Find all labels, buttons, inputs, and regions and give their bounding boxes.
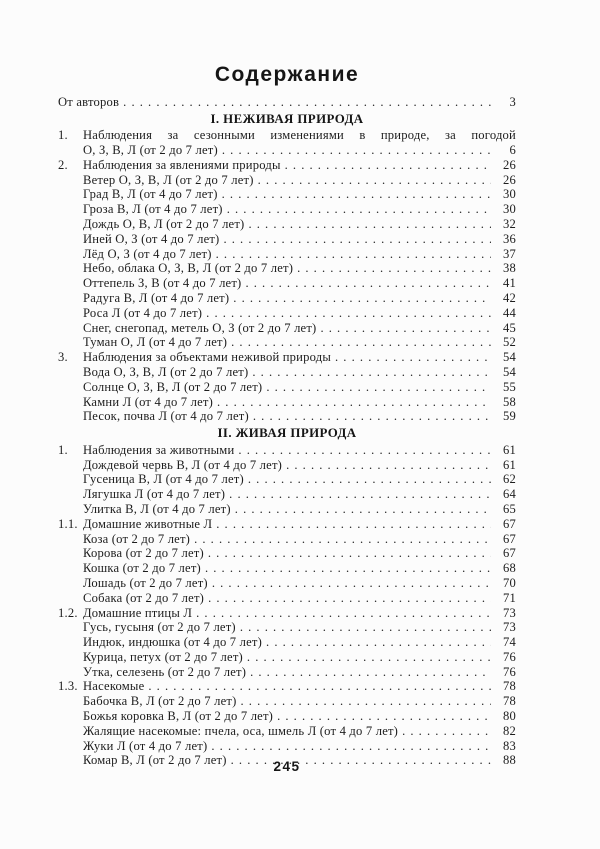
entry-page-number: 59	[503, 409, 516, 424]
toc-entry	[58, 128, 516, 143]
entry-text: Корова (от 2 до 7 лет)	[83, 546, 204, 561]
dot-leader	[253, 409, 491, 424]
entry-page-number: 55	[503, 379, 516, 394]
entry-page-number: 80	[503, 709, 516, 724]
toc-subentry	[58, 247, 516, 262]
entry-page-number: 74	[503, 635, 516, 650]
dot-leader	[285, 158, 491, 173]
dot-leader	[402, 724, 491, 739]
dot-leader	[266, 635, 491, 650]
toc-subentry	[58, 532, 516, 547]
toc	[58, 95, 516, 768]
entry-text: Наблюдения за явлениями природы	[83, 157, 281, 172]
entry-text: Роса Л (от 4 до 7 лет)	[83, 305, 203, 320]
entry-text: Комар В, Л (от 2 до 7 лет)	[83, 753, 227, 768]
entry-page-number: 61	[503, 457, 516, 472]
toc-subentry	[58, 472, 516, 487]
entry-text: О, З, В, Л (от 2 до 7 лет)	[83, 143, 218, 158]
section-heading: II. ЖИВАЯ ПРИРОДА	[217, 426, 357, 441]
dot-leader	[266, 380, 491, 395]
entry-text: Наблюдения за животными	[83, 442, 235, 457]
entry-page-number: 41	[503, 276, 516, 291]
toc-entry	[58, 350, 516, 365]
toc-subentry	[58, 502, 516, 517]
dot-leader	[286, 458, 491, 473]
dot-leader	[277, 709, 491, 724]
entry-text: Дождь О, В, Л (от 2 до 7 лет)	[83, 217, 245, 232]
dot-leader	[240, 620, 491, 635]
entry-page-number: 3	[509, 95, 516, 109]
entry-text: Наблюдения за объектами неживой природы	[83, 350, 332, 365]
entry-number: 3.	[58, 350, 68, 365]
toc-subentry	[58, 291, 516, 306]
toc-subentry	[58, 724, 516, 739]
entry-page-number: 73	[503, 620, 516, 635]
toc-subentry	[58, 635, 516, 650]
dot-leader	[216, 517, 491, 532]
entry-page-number: 76	[503, 649, 516, 664]
entry-page-number: 54	[503, 365, 516, 380]
entry-text: Утка, селезень (от 2 до 7 лет)	[83, 664, 247, 679]
entry-number: 1.2.	[58, 605, 78, 620]
entry-page-number: 67	[503, 516, 516, 531]
entry-number: 2.	[58, 157, 68, 172]
entry-text: Гусь, гусыня (от 2 до 7 лет)	[83, 620, 236, 635]
entry-text: Ветер О, З, В, Л (от 2 до 7 лет)	[83, 172, 254, 187]
toc-subentry	[58, 261, 516, 276]
entry-text: Вода О, З, В, Л (от 2 до 7 лет)	[83, 365, 249, 380]
entry-page-number: 6	[509, 143, 516, 158]
toc-subentry	[58, 276, 516, 291]
entry-text: Индюк, индюшка (от 4 до 7 лет)	[83, 635, 263, 650]
entry-text: Дождевой червь В, Л (от 4 до 7 лет)	[83, 457, 283, 472]
entry-page-number: 26	[503, 172, 516, 187]
dot-leader	[320, 321, 491, 336]
entry-page-number: 32	[503, 217, 516, 232]
entry-text: Бабочка В, Л (от 2 до 7 лет)	[83, 694, 237, 709]
dot-leader	[250, 665, 491, 680]
entry-text: Снег, снегопад, метель О, З (от 2 до 7 лет)	[83, 320, 317, 335]
dot-leader	[235, 502, 491, 517]
entry-page-number: 30	[503, 187, 516, 202]
entry-page-number: 58	[503, 394, 516, 409]
dot-leader	[258, 173, 491, 188]
entry-text: Радуга В, Л (от 4 до 7 лет)	[83, 291, 230, 306]
entry-text: Жуки Л (от 4 до 7 лет)	[83, 738, 208, 753]
entry-page-number: 76	[503, 664, 516, 679]
toc-subentry	[58, 546, 516, 561]
toc-subentry	[58, 173, 516, 188]
toc-subentry	[58, 709, 516, 724]
entry-text: Лошадь (от 2 до 7 лет)	[83, 575, 208, 590]
dot-leader	[335, 350, 491, 365]
entry-page-number: 83	[503, 738, 516, 753]
toc-subentry	[58, 487, 516, 502]
entry-text: Собака (от 2 до 7 лет)	[83, 590, 205, 605]
dot-leader	[248, 217, 491, 232]
entry-page-number: 30	[503, 202, 516, 217]
toc-subentry	[58, 576, 516, 591]
entry-text: Жалящие насекомые: пчела, оса, шмель Л (от 4 до 7 лет)	[83, 723, 399, 738]
dot-leader	[252, 365, 491, 380]
dot-leader	[194, 532, 491, 547]
dot-leader	[148, 679, 491, 694]
entry-text: Домашние животные Л	[83, 516, 213, 531]
dot-leader	[123, 95, 491, 110]
dot-leader	[229, 487, 491, 502]
entry-text: Гроза В, Л (от 4 до 7 лет)	[83, 202, 223, 217]
entry-page-number: 61	[503, 442, 516, 457]
entry-text: Солнце О, З, В, Л (от 2 до 7 лет)	[83, 379, 263, 394]
entry-page-number: 38	[503, 261, 516, 276]
entry-page-number: 42	[503, 291, 516, 306]
entry-text: Насекомые	[83, 679, 145, 694]
toc-subentry	[58, 561, 516, 576]
toc-front-item	[58, 95, 516, 110]
toc-subentry	[58, 739, 516, 754]
toc-entry	[58, 158, 516, 173]
toc-subentry	[58, 321, 516, 336]
dot-leader	[245, 276, 491, 291]
dot-leader	[211, 739, 491, 754]
dot-leader	[216, 247, 491, 262]
toc-sections	[58, 112, 516, 768]
toc-subentry	[58, 591, 516, 606]
entry-text: Божья коровка В, Л (от 2 до 7 лет)	[83, 709, 274, 724]
toc-entry	[58, 443, 516, 458]
dot-leader	[240, 694, 491, 709]
entry-page-number: 65	[503, 501, 516, 516]
entry-text: Песок, почва Л (от 4 до 7 лет)	[83, 409, 249, 424]
entry-text: Наблюдения за сезонными изменениями в природе, за погодой	[83, 128, 516, 143]
page-title: Содержание	[214, 63, 360, 86]
entry-page-number: 52	[503, 335, 516, 350]
dot-leader	[212, 576, 491, 591]
entry-page-number: 37	[503, 246, 516, 261]
entry-number: 1.3.	[58, 679, 78, 694]
toc-subentry	[58, 306, 516, 321]
entry-page-number: 45	[503, 320, 516, 335]
toc-entry	[58, 679, 516, 694]
toc-subentry	[58, 187, 516, 202]
entry-number: 1.	[58, 442, 68, 457]
entry-page-number: 78	[503, 694, 516, 709]
dot-leader	[196, 606, 491, 621]
toc-subentry	[58, 380, 516, 395]
entry-page-number: 36	[503, 231, 516, 246]
entry-page-number: 26	[503, 157, 516, 172]
entry-number: 1.1.	[58, 516, 78, 531]
dot-leader	[297, 261, 491, 276]
toc-entry-continuation	[58, 143, 516, 158]
entry-text: Лягушка Л (от 4 до 7 лет)	[83, 487, 226, 502]
entry-text: Курица, петух (от 2 до 7 лет)	[83, 649, 243, 664]
dot-leader	[217, 395, 491, 410]
toc-subentry	[58, 620, 516, 635]
entry-page-number: 44	[503, 305, 516, 320]
dot-leader	[222, 143, 491, 158]
entry-page-number: 73	[503, 605, 516, 620]
entry-page-number: 62	[503, 472, 516, 487]
dot-leader	[247, 650, 491, 665]
toc-subentry	[58, 202, 516, 217]
toc-entry	[58, 517, 516, 532]
entry-text: Небо, облака О, З, В, Л (от 2 до 7 лет)	[83, 261, 294, 276]
dot-leader	[227, 202, 491, 217]
entry-page-number: 88	[503, 753, 516, 768]
entry-page-number: 67	[503, 531, 516, 546]
toc-subentry	[58, 650, 516, 665]
dot-leader	[208, 591, 491, 606]
entry-page-number: 78	[503, 679, 516, 694]
entry-page-number: 82	[503, 723, 516, 738]
entry-text: От авторов	[58, 95, 120, 109]
entry-text: Град В, Л (от 4 до 7 лет)	[83, 187, 218, 202]
dot-leader	[222, 187, 491, 202]
entry-page-number: 54	[503, 350, 516, 365]
toc-subentry	[58, 694, 516, 709]
entry-page-number: 68	[503, 561, 516, 576]
toc-subentry	[58, 395, 516, 410]
toc-subentry	[58, 365, 516, 380]
entry-number: 1.	[58, 128, 68, 143]
page-footer-number: 245	[273, 759, 301, 774]
toc-subentry	[58, 665, 516, 680]
entry-text: Улитка В, Л (от 4 до 7 лет)	[83, 501, 231, 516]
entry-text: Туман О, Л (от 4 до 7 лет)	[83, 335, 228, 350]
dot-leader	[233, 291, 491, 306]
toc-entry	[58, 606, 516, 621]
section-heading: I. НЕЖИВАЯ ПРИРОДА	[210, 111, 364, 126]
toc-subentry	[58, 335, 516, 350]
dot-leader	[208, 546, 491, 561]
entry-page-number: 71	[503, 590, 516, 605]
entry-text: Кошка (от 2 до 7 лет)	[83, 561, 201, 576]
dot-leader	[205, 561, 491, 576]
entry-text: Лёд О, З (от 4 до 7 лет)	[83, 246, 212, 261]
entry-page-number: 64	[503, 487, 516, 502]
dot-leader	[231, 335, 491, 350]
entry-page-number: 70	[503, 575, 516, 590]
entry-page-number: 67	[503, 546, 516, 561]
dot-leader	[238, 443, 491, 458]
toc-subentry	[58, 217, 516, 232]
entry-text: Иней О, З (от 4 до 7 лет)	[83, 231, 220, 246]
toc-subentry	[58, 409, 516, 424]
entry-text: Оттепель З, В (от 4 до 7 лет)	[83, 276, 242, 291]
entry-text: Коза (от 2 до 7 лет)	[83, 531, 191, 546]
entry-text: Камни Л (от 4 до 7 лет)	[83, 394, 214, 409]
dot-leader	[223, 232, 491, 247]
dot-leader	[206, 306, 491, 321]
entry-text: Гусеница В, Л (от 4 до 7 лет)	[83, 472, 244, 487]
entry-text: Домашние птицы Л	[83, 605, 193, 620]
toc-subentry	[58, 458, 516, 473]
dot-leader	[248, 472, 491, 487]
toc-subentry	[58, 232, 516, 247]
